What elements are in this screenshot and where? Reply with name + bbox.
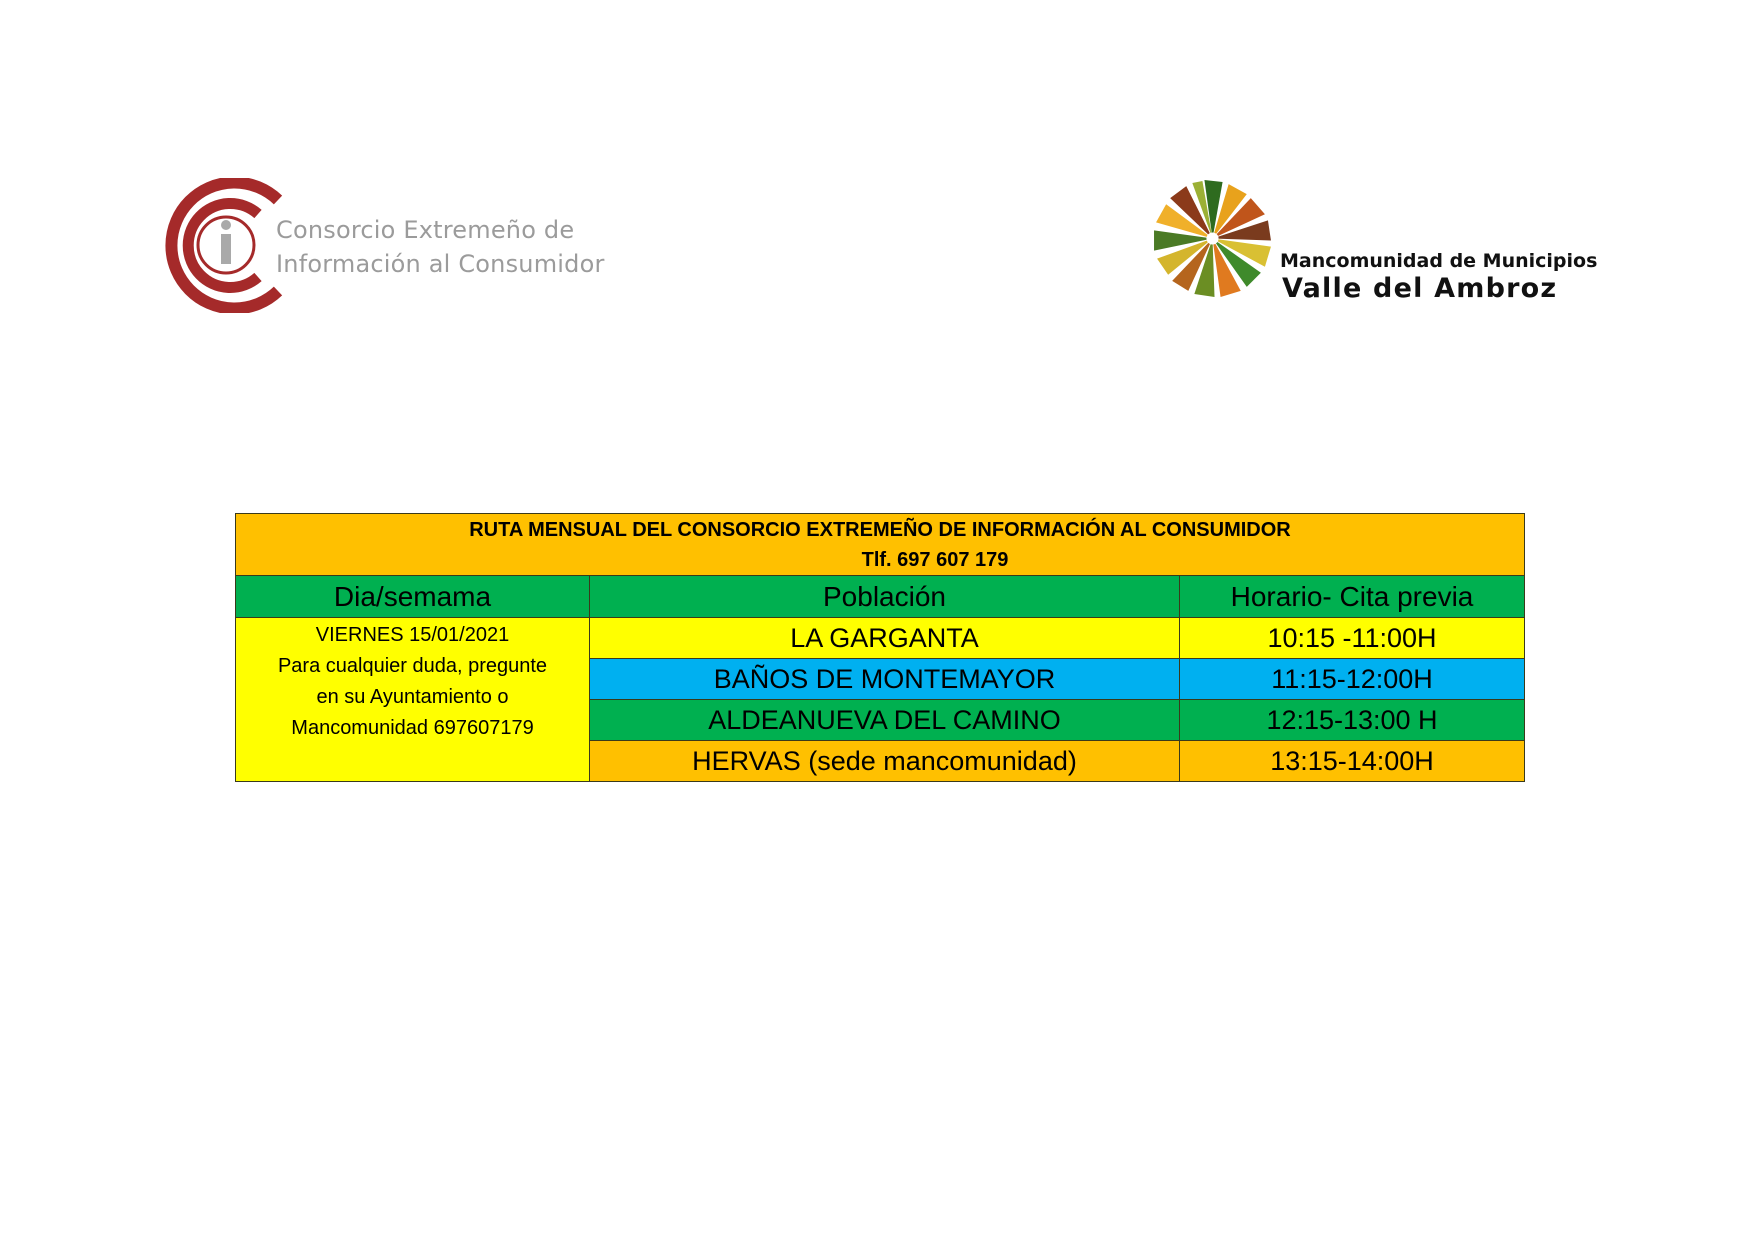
info-emblem-icon bbox=[150, 178, 290, 313]
town-cell: LA GARGANTA bbox=[590, 618, 1180, 659]
mancomunidad-logo-line1: Mancomunidad de Municipios bbox=[1280, 250, 1598, 272]
header-town: Población bbox=[590, 576, 1180, 618]
route-table bbox=[235, 513, 1525, 782]
day-note-line1: Para cualquier duda, pregunte bbox=[277, 655, 548, 677]
table-header-row bbox=[236, 576, 1525, 618]
header-time: Horario- Cita previa bbox=[1180, 576, 1525, 618]
table-title-text: RUTA MENSUAL DEL CONSORCIO EXTREMEÑO DE INFORMACIÓN AL CONSUMIDOR bbox=[469, 518, 1291, 541]
consorcio-logo bbox=[150, 178, 620, 313]
header-day: Dia/semama bbox=[236, 576, 590, 618]
mancomunidad-logo-line2: Valle del Ambroz bbox=[1282, 273, 1558, 304]
table-title bbox=[236, 514, 1525, 576]
flower-emblem-icon bbox=[1150, 176, 1275, 301]
consorcio-logo-line1: Consorcio Extremeño de bbox=[276, 216, 575, 244]
town-cell: HERVAS (sede mancomunidad) bbox=[590, 741, 1180, 782]
day-note-line2: en su Ayuntamiento o bbox=[316, 686, 509, 708]
time-cell: 13:15-14:00H bbox=[1180, 741, 1525, 782]
day-note-line3: Mancomunidad 697607179 bbox=[291, 717, 534, 739]
town-cell: BAÑOS DE MONTEMAYOR bbox=[590, 659, 1180, 700]
time-cell: 10:15 -11:00H bbox=[1180, 618, 1525, 659]
town-cell: ALDEANUEVA DEL CAMINO bbox=[590, 700, 1180, 741]
table-row bbox=[236, 618, 1525, 659]
table-title-row bbox=[236, 514, 1525, 576]
time-cell: 11:15-12:00H bbox=[1180, 659, 1525, 700]
mancomunidad-logo bbox=[1150, 176, 1598, 306]
day-date: VIERNES 15/01/2021 bbox=[315, 624, 510, 646]
time-cell: 12:15-13:00 H bbox=[1180, 700, 1525, 741]
day-info-cell bbox=[236, 618, 590, 782]
consorcio-logo-line2: Información al Consumidor bbox=[276, 250, 605, 278]
table-phone: Tlf. 697 607 179 bbox=[861, 548, 1009, 571]
